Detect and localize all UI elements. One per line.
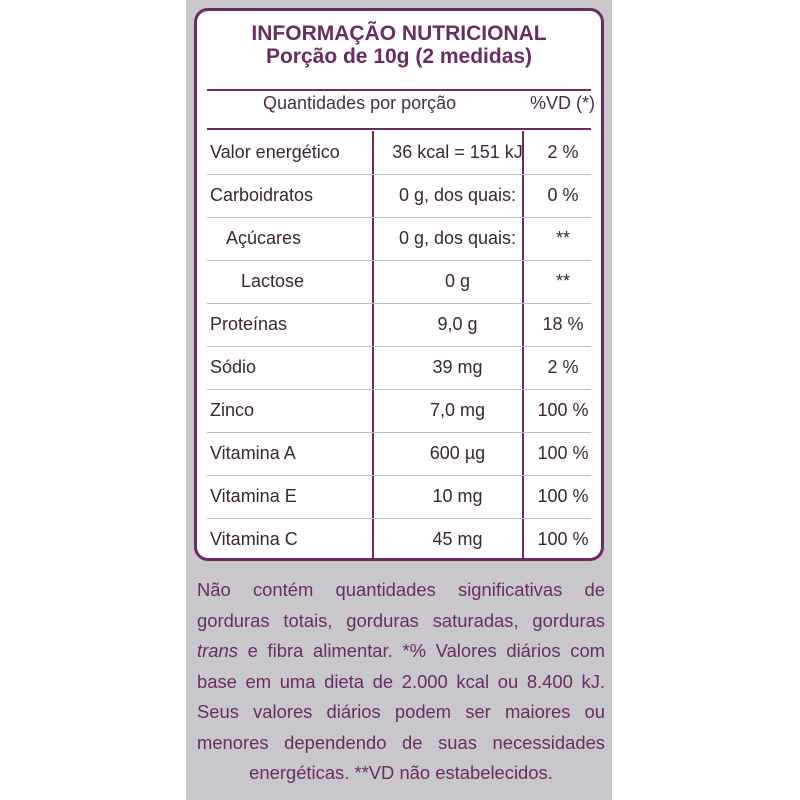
- header-bottom-rule: [207, 128, 591, 130]
- nutrient-amount: 9,0 g: [437, 314, 478, 334]
- table-row: [207, 217, 591, 261]
- nutrient-amount: 0 g, dos quais:: [398, 228, 517, 248]
- footnote-part1: Não contém quantidades significativas de gorduras totais, gorduras saturadas, gorduras: [197, 579, 605, 631]
- nutrient-amount: 7,0 mg: [429, 400, 486, 420]
- table-row: [207, 389, 591, 433]
- nutrient-name: Vitamina C: [210, 529, 298, 549]
- header-top-rule: [207, 89, 591, 91]
- column-header-quantity: Quantidades por porção: [263, 93, 457, 113]
- nutrient-dv: 100 %: [537, 400, 589, 420]
- nutrient-name: Vitamina A: [210, 443, 296, 463]
- nutrient-name: Lactose: [241, 271, 305, 291]
- serving-size: Porção de 10g (2 medidas): [265, 45, 533, 68]
- footnote-text: [197, 575, 605, 789]
- nutrient-dv: 2 %: [547, 142, 579, 162]
- nutrient-dv: 100 %: [537, 486, 589, 506]
- nutrient-amount: 10 mg: [432, 486, 483, 506]
- nutrient-dv: 18 %: [542, 314, 584, 334]
- footnote-trans-term: trans: [197, 640, 238, 661]
- nutrient-name: Açúcares: [226, 228, 302, 248]
- nutrient-amount: 0 g, dos quais:: [398, 185, 517, 205]
- nutrient-amount: 600 µg: [429, 443, 486, 463]
- nutrient-name: Sódio: [210, 357, 257, 377]
- nutrient-amount: 36 kcal = 151 kJ: [392, 142, 523, 162]
- table-row: [207, 518, 591, 561]
- nutrient-amount: 0 g: [444, 271, 471, 291]
- column-header-daily-value: %VD (*): [530, 93, 596, 113]
- nutrient-name: Carboidratos: [210, 185, 314, 205]
- table-row: [207, 475, 591, 519]
- nutrient-dv: 0 %: [547, 185, 579, 205]
- table-row: [207, 346, 591, 390]
- table-row: [207, 303, 591, 347]
- nutrient-name: Valor energético: [210, 142, 340, 162]
- table-row: [207, 131, 591, 175]
- nutrient-amount: 39 mg: [432, 357, 483, 377]
- table-row: [207, 260, 591, 304]
- table-row: [207, 432, 591, 476]
- nutrition-facts-table: [194, 8, 604, 561]
- nutrient-name: Proteínas: [210, 314, 288, 334]
- nutrient-dv: 100 %: [537, 443, 589, 463]
- footnote-part2: e fibra alimentar. *% Valores diários com base em uma dieta de 2.000 kcal ou 8.400 kJ. Seus valores diários podem ser maiores ou menores dependendo de suas necessidades energéticas. **VD não estabelecidos.: [197, 640, 605, 783]
- nutrient-amount: 45 mg: [432, 529, 483, 549]
- nutrient-dv: **: [555, 271, 570, 291]
- nutrient-dv: **: [555, 228, 570, 248]
- nutrient-dv: 2 %: [547, 357, 579, 377]
- nutrient-name: Zinco: [210, 400, 255, 420]
- table-title: INFORMAÇÃO NUTRICIONAL: [251, 22, 547, 45]
- nutrient-name: Vitamina E: [210, 486, 297, 506]
- table-row: [207, 174, 591, 218]
- nutrient-dv: 100 %: [537, 529, 589, 549]
